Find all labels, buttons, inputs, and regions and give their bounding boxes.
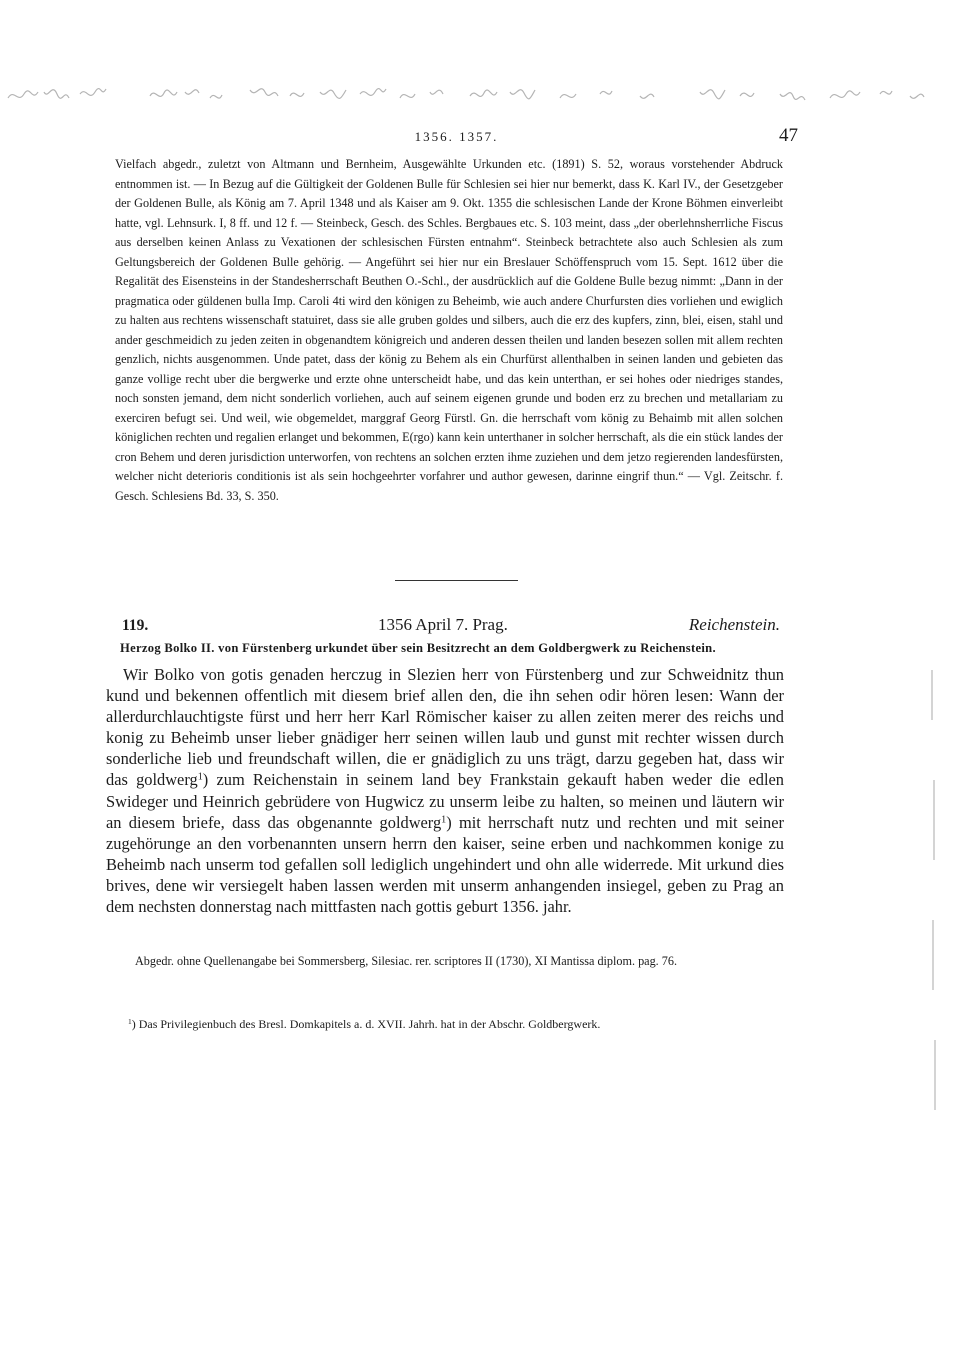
source-note xyxy=(114,952,784,972)
bleed-through-noise xyxy=(0,72,960,116)
running-head-years: 1356. 1357. xyxy=(414,129,499,144)
footnote-text: ) Das Privilegienbuch des Bresl. Domkapitels a. d. XVII. Jahrh. hat in der Abschr. Goldbergwerk. xyxy=(131,1017,601,1031)
footnote-marker: 1 xyxy=(197,771,203,783)
running-head xyxy=(115,125,798,149)
page-number: 47 xyxy=(779,125,798,146)
document-body xyxy=(106,664,784,917)
body-part-1: Wir Bolko von gotis genaden herczug in Slezien herr von Fürstenberg und zur Schweidnitz thun kund und bekennen offentlich mit diesem brief allen den, die ihn sehen odir hören lesen: Wann der allerdurchlauchtigste fürst und herr herr Karl Römischer kaiser zu allen zeiten merer des reichs und konig zu Beheimb unser lieber gnädiger herr seinen willen laub und gunst mit rechter wissen durch sonderliche lieb und freundschaft willen, die er gnädiglich zu uns trägt, darzu gegeben hat, dass wir das goldwerg xyxy=(106,665,784,790)
document-regest: Herzog Bolko II. von Fürstenberg urkundet über sein Besitzrecht an dem Goldbergwerk zu Reichenstein. xyxy=(120,641,716,655)
body-part-2: ) zum Reichenstain in seinem land bey Frankstain gekauft haben weder die edlen Swideger und Heinrich gebrüdere von Hugwicz zu unserm leibe zu halten, so meinen und läutern wir an diesem briefe, dass das obgenannte goldwerg xyxy=(106,770,785,832)
margin-scan-marks xyxy=(928,660,940,1120)
body-part-3: ) mit herrschaft nutz und rechten und mit seiner zugehörunge an den vorbenannten unsern herrn den kaiser, seine erben und nachkommen konige zu Beheimb nach unserm tod gefallen soll lediglich ungehindert und ohn alle widerrede. Mit urkund dies brives, dene wir versiegelt haben lassen werden mit unserm anhangenden insiegel, geben zu Prag an dem nechsten donnerstag nach mittfasten nach gottis geburt 1356. jahr. xyxy=(106,812,784,917)
section-divider xyxy=(395,580,518,581)
document-number: 119. xyxy=(122,617,149,634)
document-recipient: Reichenstein. xyxy=(688,615,780,634)
footnote-number: 1 xyxy=(128,1016,132,1026)
footnote xyxy=(128,1016,778,1032)
continued-note xyxy=(115,155,783,506)
document-date: 1356 April 7. Prag. xyxy=(378,615,508,634)
continued-note-text: Vielfach abgedr., zuletzt von Altmann und Bernheim, Ausgewählte Urkunden etc. (1891) S. 52, woraus vorstehender Abdruck entnommen ist. — In Bezug auf die Gültigkeit der Goldenen Bulle für Schlesien sei hier nur bemerkt, dass K. Karl IV., der Gesetzgeber der Goldenen Bulle, als König am 7. April 1348 und als Kaiser am 9. Okt. 1355 die schlesischen Lande der Krone Böhmen einverleibt hatte, vgl. Lehnsurk. I, 8 ff. und 12 f. — Steinbeck, Gesch. des Schles. Bergbaues etc. S. 103 meint, dass „der oberlehnsherrliche Fiscus aus derselben keinen Anlass zu Vexationen der schlesischen Fürsten entnahm“. Steinbeck betrachtete also auch Schlesien als zum Geltungsbereich der Goldenen Bulle gehörig. — Angeführt sei hier nur ein Breslauer Schöffenspruch vom 15. Sept. 1612 über die Regalität des Eisensteins in der Standesherrschaft Beuthen O.-Schl., der ausdrücklich auf die Goldene Bulle bezug nimmt: „Dann in der pragmatica oder güldenen bulla Imp. Caroli 4ti wird den königen zu Beheimb, wie auch andere Churfursten dies vorliehen und ewiglich zu halten aus rechtens wissenschaft statuiret, dass sie alle gruben goldes und silbers, auch die erz des kupfers, zinn, blei, eisen, stahl und ander geschmeidich zu jeden zeiten in obgenandtem königreich und anderen dessen theilen und landen besezen sollen mit allem rechten genzlich, nichts ausgenommen. Unde patet, dass der könig zu Behem als ein Churfürst allenthalben in seinen landen und gebieten das ganze vollige recht uber die bergwerke und erzte ohne unterscheidt habe, und das kein unterthan, er sei hohes oder niedriges standes, noch sonsten jemand, dem nicht sonderlich vorliehen, auch auf seinem eigenen grunde und boden erz zu brechen und metallariam zu exerciren befugt sei. Und weil, wie obgemeldet, marggraf Georg Fürstl. Gn. die herrschaft vom könig zu Behaimb mit allen solchen königlichen rechten und regalien erlanget und bekommen, E(rgo) kann kein unterthaner in solcher herrschaft, als die ein stück landes der cron Behem und deren jurisdiction unterworfen, von rechtens an solchen erzten ihme zuziehen und dem jetzo regierenden landesfürsten, welcher nicht deterioris conditionis ist als sein hochgeehrter vorfahrer und author gewesen, darinne eingrif thun.“ — Vgl. Zeitschr. f. Gesch. Schlesiens Bd. 33, S. 350. xyxy=(115,157,783,503)
footnote-marker: 1 xyxy=(441,814,447,826)
document-text xyxy=(106,664,784,917)
source-note-text: Abgedr. ohne Quellenangabe bei Sommersberg, Silesiac. rer. scriptores II (1730), XI Mantissa diplom. pag. 76. xyxy=(135,954,677,968)
